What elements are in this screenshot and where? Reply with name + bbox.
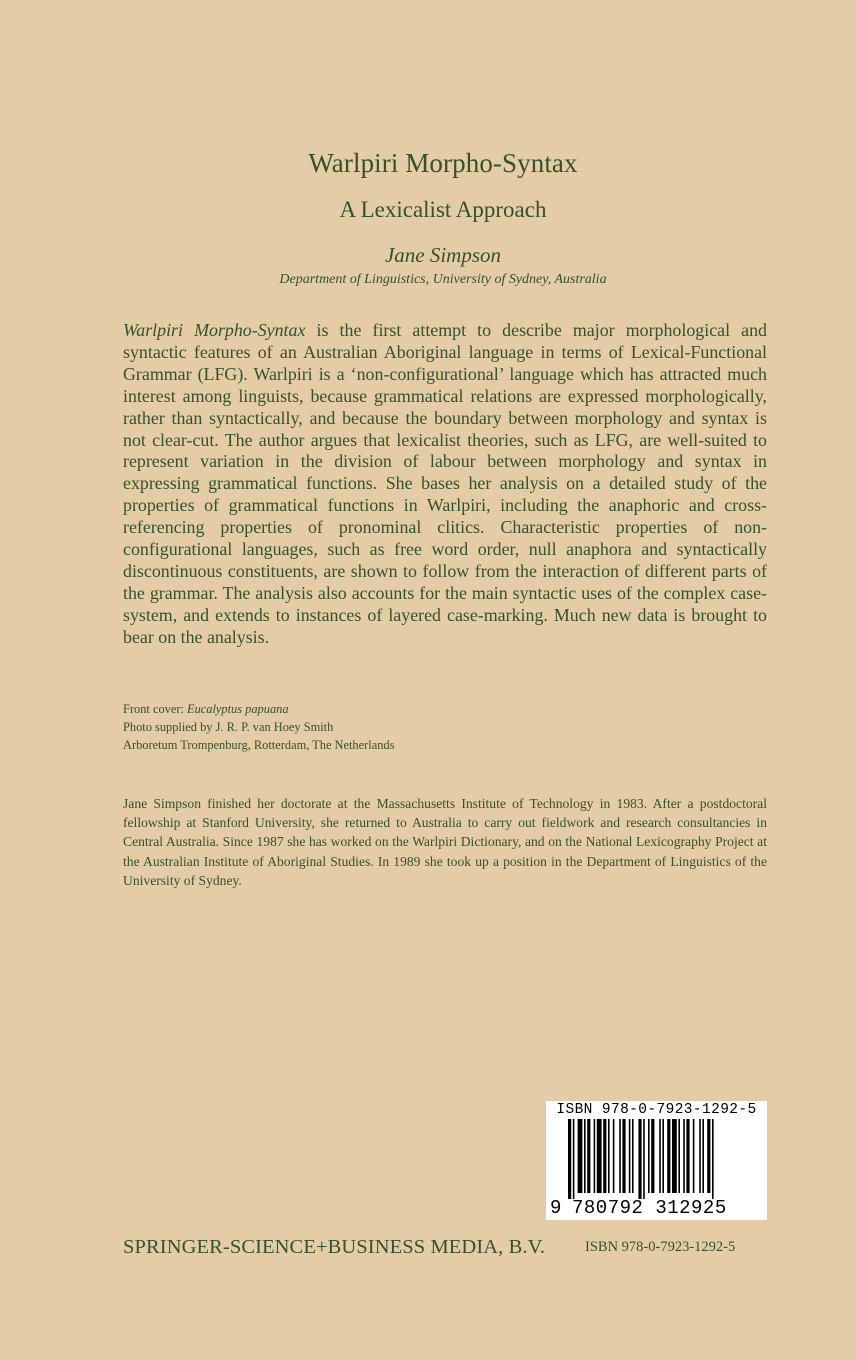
- barcode-bar: [712, 1119, 714, 1199]
- barcode-bar: [699, 1119, 701, 1193]
- barcode-bar: [693, 1119, 695, 1193]
- barcode-bar: [707, 1119, 710, 1193]
- barcode-bar: [643, 1119, 645, 1199]
- barcode-bar: [603, 1119, 606, 1193]
- barcode-bar: [629, 1119, 631, 1193]
- barcode-bar: [632, 1119, 634, 1193]
- isbn-text: ISBN 978-0-7923-1292-5: [585, 1239, 736, 1255]
- cover-credit-photo: Photo supplied by J. R. P. van Hoey Smith: [123, 720, 334, 734]
- author-affiliation: Department of Linguistics, University of Sydney, Australia: [279, 272, 607, 287]
- author-name: Jane Simpson: [384, 243, 502, 267]
- book-description: [123, 320, 767, 649]
- barcode-first-digit: 9: [550, 1197, 562, 1219]
- barcode-bar: [667, 1119, 670, 1193]
- book-subtitle: A Lexicalist Approach: [339, 197, 547, 222]
- barcode-bar: [678, 1119, 680, 1193]
- barcode-bar: [619, 1119, 621, 1193]
- cover-credit-species: Eucalyptus papuana: [187, 702, 289, 716]
- barcode-bar: [613, 1119, 615, 1193]
- barcode-bar: [638, 1119, 641, 1199]
- barcode-isbn-label: ISBN 978-0-7923-1292-5: [556, 1102, 757, 1118]
- barcode-bar: [584, 1119, 586, 1193]
- barcode-bar: [662, 1119, 664, 1193]
- publisher-name: SPRINGER-SCIENCE+BUSINESS MEDIA, B.V.: [123, 1236, 546, 1258]
- barcode-digit-groups: 780792 312925: [572, 1197, 727, 1219]
- cover-credit-label: Front cover:: [123, 702, 188, 716]
- barcode-bar: [608, 1119, 610, 1193]
- barcode-bar: [686, 1119, 689, 1193]
- barcode-bar: [622, 1119, 625, 1193]
- book-title: Warlpiri Morpho-Syntax: [308, 148, 578, 178]
- cover-credit: [123, 700, 623, 754]
- description-lead-title: Warlpiri Morpho-Syntax: [123, 320, 306, 340]
- barcode-bar: [659, 1119, 661, 1193]
- barcode-digits: [546, 1197, 767, 1219]
- barcode-panel: [546, 1101, 767, 1220]
- barcode-bar: [651, 1119, 654, 1193]
- barcode-bar: [672, 1119, 677, 1193]
- barcode-bar: [587, 1119, 590, 1193]
- barcode-image: [546, 1119, 767, 1199]
- description-body: is the first attempt to describe major morphological and syntactic features of an Australian Aboriginal language in terms of Lexical-Functional Grammar (LFG). Warlpiri is a ‘non-configurational’ language which has attracted much interest among linguists, because grammatical relations are expressed morphologically, rather than syntactically, and because the boundary between morphology and syntax is not clear-cut. The author argues that lexicalist theories, such as LFG, are well-suited to represent variation in the division of labour between morphology and syntax in expressing grammatical functions. She bases her analysis on a detailed study of the properties of grammatical functions in Warlpiri, including the anaphoric and cross-referencing properties of pronominal clitics. Characteristic properties of non-configurational languages, such as free word order, null anaphora and syntactically discontinuous constituents, are shown to follow from the interaction of different parts of the grammar. The analysis also accounts for the main syntactic uses of the complex case-system, and extends to instances of layered case-marking. Much new data is brought to bear on the analysis.: [123, 320, 767, 647]
- cover-credit-place: Arboretum Trompenburg, Rotterdam, The Netherlands: [123, 738, 395, 752]
- barcode-bar: [597, 1119, 602, 1193]
- author-bio: Jane Simpson finished her doctorate at the Massachusetts Institute of Technology in 1983. After a postdoctoral fellowship at Stanford University, she returned to Australia to carry out fieldwork and research consultancies in Central Australia. Since 1987 she has worked on the Warlpiri Dictionary, and on the National Lexicography Project at the Australian Institute of Aboriginal Studies. In 1989 she took up a position in the Department of Linguistics of the University of Sydney.: [123, 796, 767, 888]
- barcode-bar: [683, 1119, 685, 1193]
- barcode-bar: [568, 1119, 571, 1199]
- barcode-bar: [702, 1119, 704, 1193]
- cover-credit-line: [123, 700, 623, 718]
- barcode-bar: [573, 1119, 575, 1199]
- barcode-bar: [594, 1119, 596, 1193]
- barcode-bar: [648, 1119, 650, 1193]
- barcode-bar: [578, 1119, 583, 1193]
